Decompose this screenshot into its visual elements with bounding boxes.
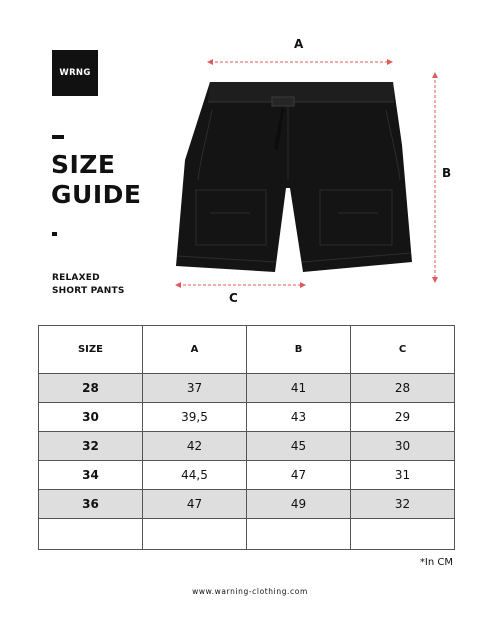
shorts-garment: [176, 82, 412, 272]
cell-b: 43: [247, 403, 351, 432]
cell-b: 45: [247, 432, 351, 461]
cell-b: 49: [247, 490, 351, 519]
product-name-line-1: RELAXED: [52, 273, 100, 283]
title-dash-decoration: [52, 135, 64, 139]
title-dot-decoration: [52, 232, 57, 236]
brand-logo-text: WRNG: [59, 68, 91, 78]
table-row: [39, 374, 455, 403]
page-title: [51, 150, 141, 210]
table-row: [39, 432, 455, 461]
cell-b: 47: [247, 461, 351, 490]
dimension-a-line: [207, 59, 393, 65]
cell-empty: [247, 519, 351, 550]
cell-c: 30: [351, 432, 455, 461]
cell-a: 47: [143, 490, 247, 519]
cell-empty: [39, 519, 143, 550]
shorts-diagram: [170, 30, 470, 310]
cell-a: 44,5: [143, 461, 247, 490]
cell-b: 41: [247, 374, 351, 403]
cell-size: 28: [39, 374, 143, 403]
cell-a: 37: [143, 374, 247, 403]
dimension-c-label: C: [229, 291, 238, 305]
dimension-b-line: [432, 72, 438, 283]
page-title-line-1: SIZE: [51, 150, 116, 179]
size-table-header-row: [39, 326, 455, 374]
cell-c: 32: [351, 490, 455, 519]
header-b: B: [247, 326, 351, 374]
cell-a: 39,5: [143, 403, 247, 432]
header-c: C: [351, 326, 455, 374]
table-row-empty: [39, 519, 455, 550]
cell-empty: [351, 519, 455, 550]
cell-c: 28: [351, 374, 455, 403]
cell-size: 32: [39, 432, 143, 461]
cell-size: 30: [39, 403, 143, 432]
header-a: A: [143, 326, 247, 374]
unit-note: *In CM: [419, 557, 453, 568]
table-row: [39, 461, 455, 490]
brand-logo: [52, 50, 98, 96]
table-row: [39, 403, 455, 432]
dimension-a-label: A: [294, 37, 304, 51]
table-row: [39, 490, 455, 519]
cell-size: 34: [39, 461, 143, 490]
cell-c: 31: [351, 461, 455, 490]
dimension-b-label: B: [442, 166, 452, 180]
product-name: [52, 272, 125, 298]
cell-a: 42: [143, 432, 247, 461]
header-size: SIZE: [39, 326, 143, 374]
dimension-c-line: [175, 282, 306, 288]
page-title-line-2: GUIDE: [51, 180, 142, 209]
cell-c: 29: [351, 403, 455, 432]
size-table: [38, 325, 455, 550]
product-name-line-2: SHORT PANTS: [52, 286, 125, 296]
footer-url[interactable]: www.warning-clothing.com: [192, 587, 308, 596]
cell-size: 36: [39, 490, 143, 519]
cell-empty: [143, 519, 247, 550]
